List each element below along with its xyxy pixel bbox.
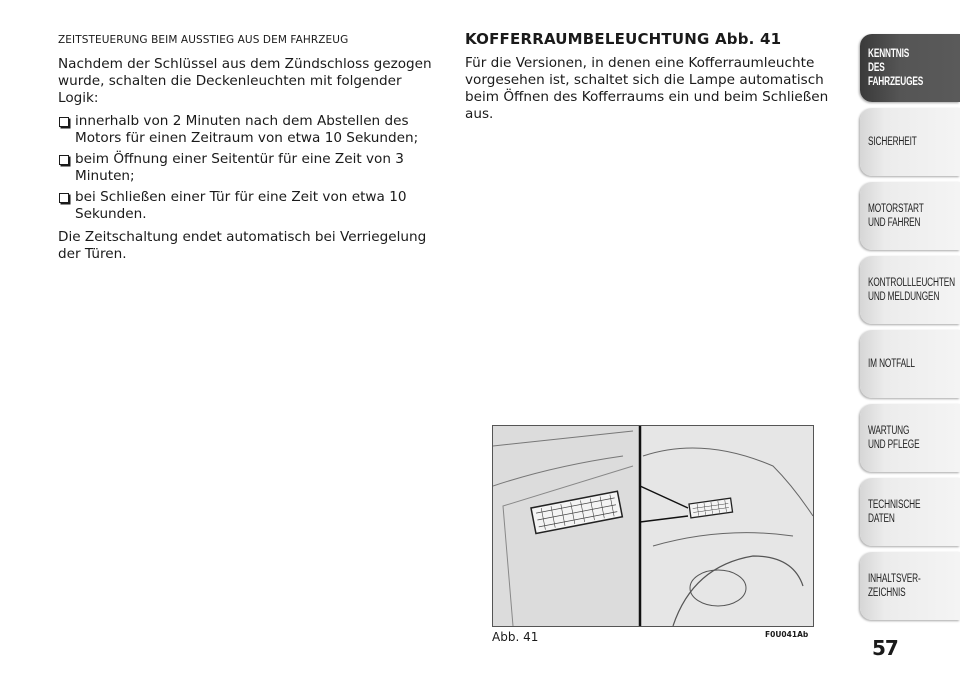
- list-item: bei Schließen einer Tür für eine Zeit von etwa 10 Sekunden.: [58, 189, 438, 223]
- tab-sicherheit[interactable]: SICHERHEIT: [860, 108, 960, 176]
- right-column: [465, 30, 840, 129]
- list-item: innerhalb von 2 Minuten nach dem Abstellen des Motors für einen Zeitraum von etwa 10 Sekunden;: [58, 113, 438, 147]
- tab-im-notfall[interactable]: IM NOTFALL: [860, 330, 960, 398]
- checkbox-bullet-icon: [59, 193, 69, 203]
- trunk-light-illustration: [493, 426, 813, 626]
- trunk-light-paragraph: Für die Versionen, in denen eine Kofferraumleuchte vorgesehen ist, schaltet sich die Lampe automatisch beim Öffnen des Kofferraums ein und beim Schließen aus.: [465, 55, 829, 122]
- left-column: [58, 34, 438, 269]
- tab-motorstart-und-fahren[interactable]: MOTORSTART UND FAHREN: [860, 182, 960, 250]
- checkbox-bullet-icon: [59, 117, 69, 127]
- tab-inhaltsverzeichnis[interactable]: INHALTSVER- ZEICHNIS: [860, 552, 960, 620]
- tab-technische-daten[interactable]: TECHNISCHE DATEN: [860, 478, 960, 546]
- figure-code: F0U041Ab: [765, 630, 809, 639]
- checkbox-bullet-icon: [59, 155, 69, 165]
- page-number: 57: [872, 636, 898, 660]
- tab-kontrollleuchten-und-meldungen[interactable]: KONTROLLLEUCHTEN UND MELDUNGEN: [860, 256, 960, 324]
- tab-kenntnis-des-fahrzeuges[interactable]: KENNTNIS DES FAHRZEUGES: [860, 34, 960, 102]
- closing-paragraph: Die Zeitschaltung endet automatisch bei Verriegelung der Türen.: [58, 229, 427, 262]
- list-item: beim Öffnung einer Seitentür für eine Zeit von 3 Minuten;: [58, 151, 438, 185]
- intro-paragraph: Nachdem der Schlüssel aus dem Zündschloss gezogen wurde, schalten die Deckenleuchten mit folgender Logik:: [58, 56, 432, 106]
- figure-caption: Abb. 41: [492, 630, 539, 644]
- bullet-list: [58, 113, 438, 223]
- trunk-light-figure: [492, 425, 814, 627]
- section-heading-timer: ZEITSTEUERUNG BEIM AUSSTIEG AUS DEM FAHRZEUG: [58, 34, 349, 46]
- section-title-trunk-light: KOFFERRAUMBELEUCHTUNG Abb. 41: [465, 30, 782, 48]
- figure-reference: Abb. 41: [714, 30, 782, 48]
- chapter-tabs: [860, 34, 960, 626]
- tab-wartung-und-pflege[interactable]: WARTUNG UND PFLEGE: [860, 404, 960, 472]
